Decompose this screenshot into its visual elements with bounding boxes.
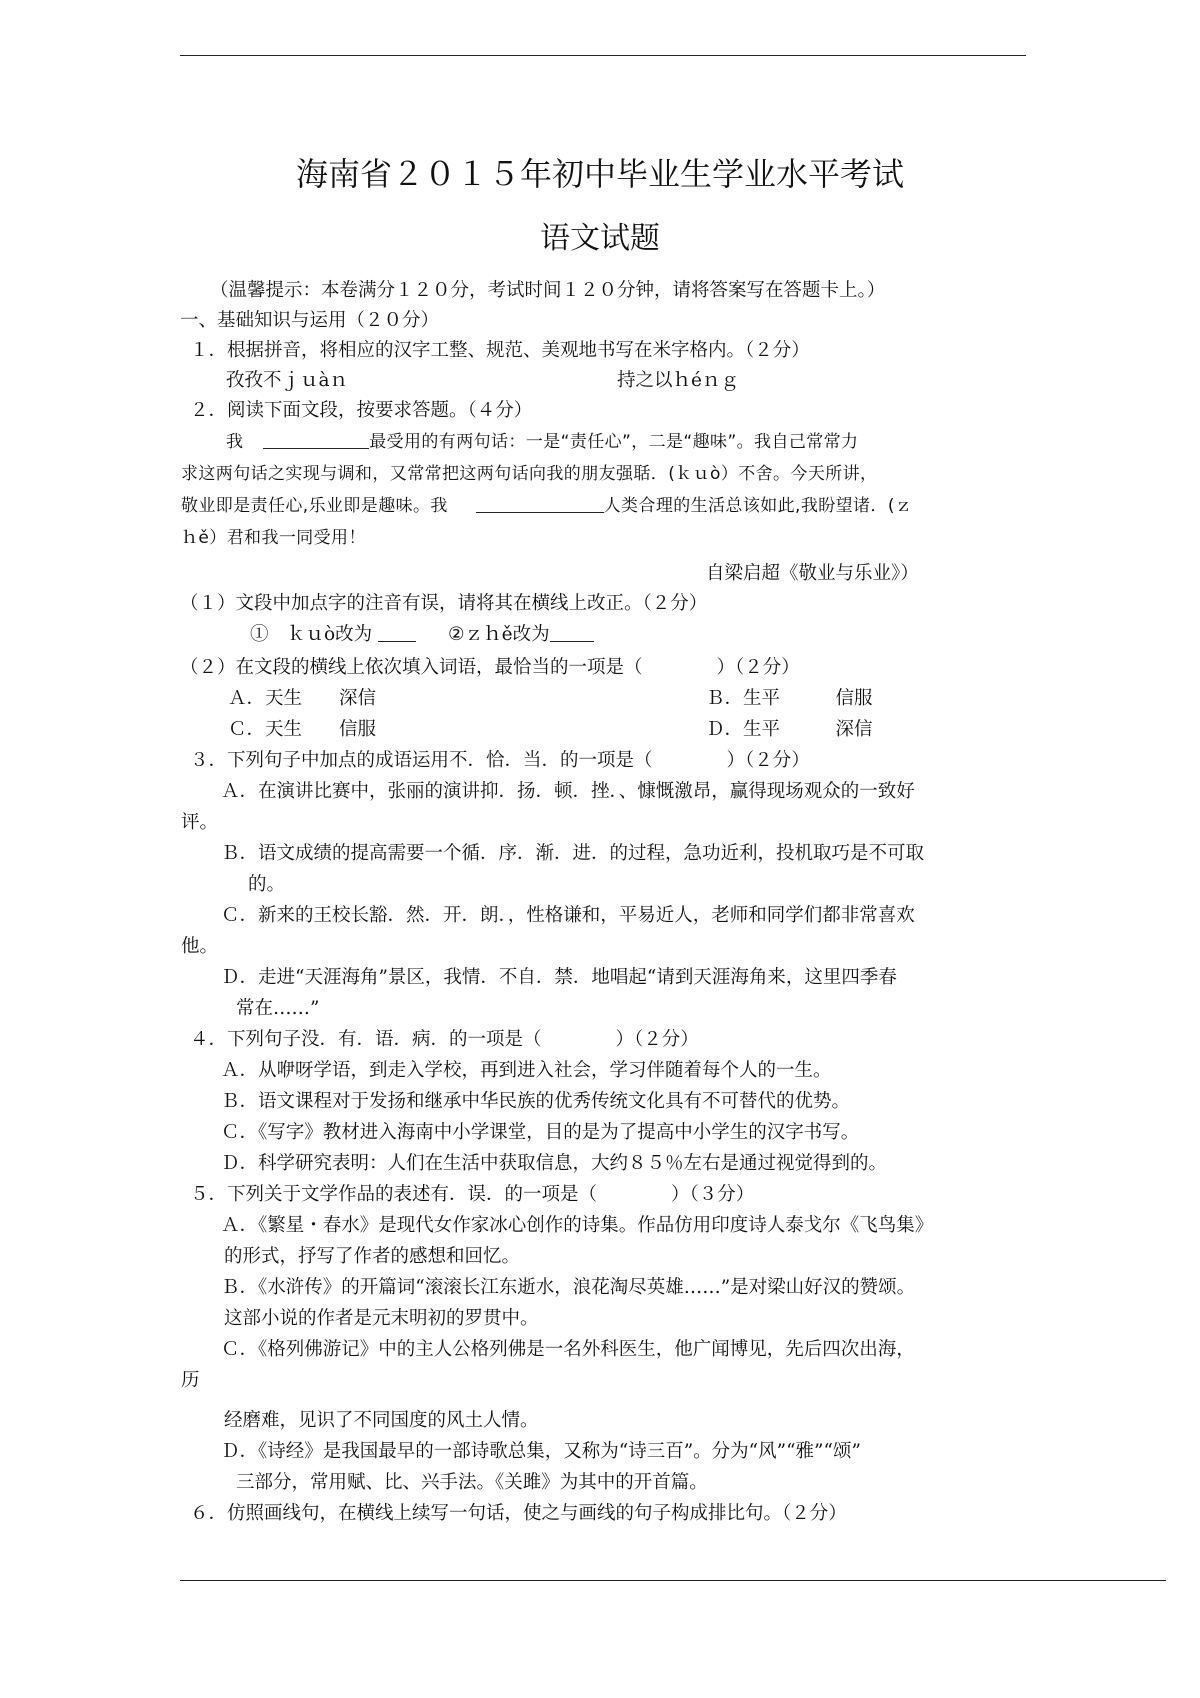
q2-blank-2[interactable] (476, 494, 604, 513)
q3-option-b: Ｂ．语文成绩的提高需要一个循．序．渐．进．的过程，急功近利，投机取巧是不可取 (221, 843, 925, 864)
bottom-rule (180, 1580, 1166, 1581)
q6-stem: ６．仿照画线句，在横线上续写一句话，使之与画线的句子构成排比句。（２分） (190, 1503, 847, 1524)
q5-option-a-cont: 的形式，抒写了作者的感想和回忆。 (224, 1246, 521, 1267)
exam-tip: （温馨提示：本卷满分１２０分，考试时间１２０分钟，请将答案写在答题卡上。） (210, 280, 886, 301)
q3-option-d-cont: 常在……” (236, 998, 320, 1019)
q4-stem: ４．下列句子没．有．语．病．的一项是（ ）（２分） (190, 1029, 699, 1050)
q5-option-d-cont: 三部分，常用赋、比、兴手法。《关雎》为其中的开首篇。 (236, 1472, 708, 1493)
q4-option-d: Ｄ．科学研究表明：人们在生活中获取信息，大约８５％左右是通过视觉得到的。 (221, 1153, 888, 1174)
q3-option-d: Ｄ．走进“天涯海角”景区，我情．不自．禁．地唱起“请到天涯海角来，这里四季春 (221, 967, 897, 988)
q5-option-b: Ｂ．《水浒传》的开篇词“滚滚长江东逝水，浪花淘尽英雄……”是对梁山好汉的赞颂。 (221, 1277, 916, 1298)
q1-stem: １．根据拼音，将相应的汉字工整、规范、美观地书写在米字格内。（２分） (190, 340, 810, 361)
q3-option-b-cont: 的。 (248, 874, 286, 895)
q4-option-b: Ｂ．语文课程对于发扬和继承中华民族的优秀传统文化具有不可替代的优势。 (221, 1091, 851, 1112)
q2-option-d: Ｄ．生平 深信 (706, 719, 873, 740)
q2-fix-2-label: ②ｚｈě改为 (448, 624, 550, 645)
q3-option-c-cont: 他。 (181, 936, 219, 957)
q5-stem: ５．下列关于文学作品的表述有．误．的一项是（ ）（３分） (190, 1184, 755, 1205)
q2-fix-1-label: ① ｋｕò改为 (250, 624, 373, 645)
q5-option-c-cont: 历 (181, 1370, 200, 1391)
q2-passage-line-3 (181, 494, 912, 518)
q2-passage-line-4: ｈě）君和我一同受用！ (181, 528, 366, 548)
q5-option-c: Ｃ．《格列佛游记》中的主人公格列佛是一名外科医生，他广闻博见，先后四次出海， (221, 1339, 915, 1360)
q2-fix-2-blank[interactable] (550, 623, 594, 642)
q2-passage-text: 敬业即是责任心,乐业即是趣味。我 (181, 496, 448, 516)
q4-option-c: Ｃ．《写字》教材进入海南中小学课堂，目的是为了提高中小学生的汉字书写。 (221, 1122, 860, 1143)
q5-option-a: Ａ．《繁星・春水》是现代女作家冰心创作的诗集。作品仿用印度诗人泰戈尔《飞鸟集》 (221, 1215, 934, 1236)
top-rule (180, 55, 1026, 56)
q2-passage-text: 人类合理的生活总该如此,我盼望诸．(ｚ (603, 496, 913, 516)
exam-title: 海南省２０１５年初中毕业生学业水平考试 (295, 155, 904, 193)
q2-passage-word: 我 (226, 432, 244, 452)
q3-option-a: Ａ．在演讲比赛中，张丽的演讲抑．扬．顿．挫．、慷慨激昂，赢得现场观众的一致好 (221, 781, 915, 802)
q2-sub1: （１）文段中加点字的注音有误，请将其在横线上改正。（２分） (180, 593, 708, 614)
q2-option-c: Ｃ．天生 信服 (228, 719, 377, 740)
section-heading: 一、基础知识与运用（２０分） (180, 310, 440, 331)
q5-option-d: Ｄ．《诗经》是我国最早的一部诗歌总集，又称为“诗三百”。分为“风”“雅”“颂” (221, 1441, 861, 1462)
q1-item-a: 孜孜不ｊｕàｎ (226, 370, 349, 391)
q3-stem: ３．下列句子中加点的成语运用不．恰．当．的一项是（ ）（２分） (190, 750, 810, 771)
q3-option-c: Ｃ．新来的王校长豁．然．开．朗．，性格谦和，平易近人，老师和同学们都非常喜欢 (221, 905, 915, 926)
q2-passage-text: 最受用的有两句话：一是“责任心”，二是“趣味”。我自己常常力 (369, 432, 859, 452)
q2-source: 自梁启超《敬业与乐业》） (706, 563, 919, 584)
q2-passage-line-1 (226, 430, 858, 454)
q2-option-a: Ａ．天生 深信 (228, 688, 377, 709)
q5-option-c-cont2: 经磨难，见识了不同国度的风土人情。 (224, 1410, 539, 1431)
q2-sub2: （２）在文段的横线上依次填入词语，最恰当的一项是（ ）（２分） (180, 657, 800, 678)
q2-passage-line-2: 求这两句话之实现与调和，又常常把这两句话向我的朋友强聒．(ｋｕò）不舍。今天所讲， (181, 464, 878, 484)
q5-option-b-cont: 这部小说的作者是元末明初的罗贯中。 (224, 1308, 539, 1329)
q2-blank-1[interactable] (263, 430, 369, 449)
q3-option-a-cont: 评。 (181, 812, 219, 833)
q2-stem: ２．阅读下面文段，按要求答题。（４分） (190, 400, 533, 421)
q1-item-b: 持之以ｈéｎｇ (617, 370, 739, 391)
q4-option-a: Ａ．从咿呀学语，到走入学校，再到进入社会，学习伴随着每个人的一生。 (221, 1060, 832, 1081)
q2-sub1-fixes (250, 623, 594, 647)
q2-fix-1-blank[interactable] (378, 623, 416, 642)
exam-subtitle: 语文试题 (540, 221, 660, 256)
q2-option-b: Ｂ．生平 信服 (706, 688, 873, 709)
